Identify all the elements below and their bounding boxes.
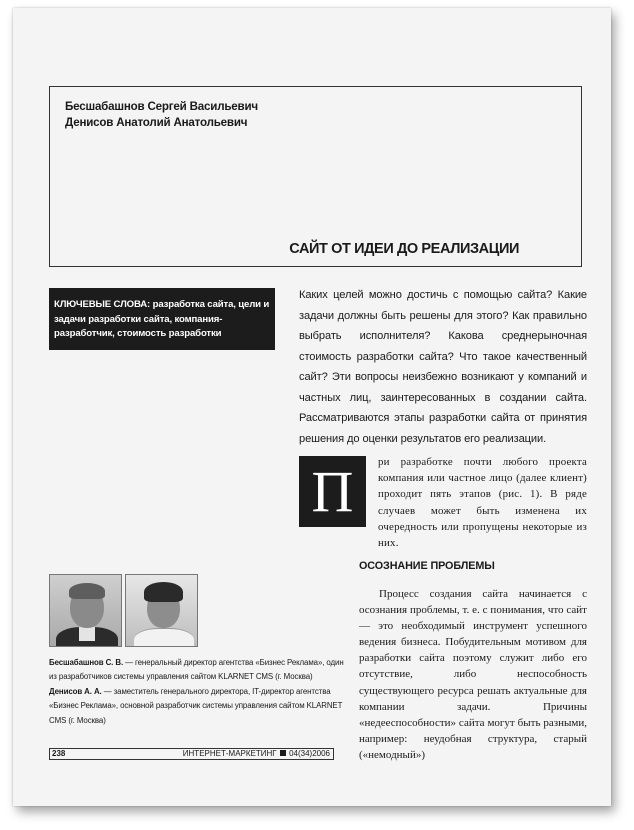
photo-figure-body bbox=[134, 628, 194, 647]
journal-name: ИНТЕРНЕТ-МАРКЕТИНГ bbox=[182, 749, 277, 758]
article-header-box bbox=[49, 86, 582, 267]
author-photo-besshabashnov bbox=[49, 574, 122, 647]
author-list bbox=[65, 99, 258, 131]
caption-text: — генеральный директор агентства «Бизнес Реклама», один из разработчиков системы управления сайтом KLARNET CMS (г. Москва) bbox=[49, 658, 344, 682]
article-abstract: Каких целей можно достичь с помощью сайта? Какие задачи должны быть решены для этого? Как правильно выбрать исполнителя? Какова среднерыночная стоимость разработки сайта? Что такое качественный сайт? Эти вопросы неизбежно возникают у компаний и частных лиц, заинтересованных в создании сайта. Рассматриваются этапы разработки сайта от принятия решения до оценки результатов его реализации. bbox=[299, 289, 587, 445]
page-number: 238 bbox=[52, 749, 66, 758]
journal-issue: 04(34)2006 bbox=[289, 749, 330, 758]
intro-paragraph: ри разработке почти любого проекта компания или частное лицо (далее клиент) проходит пять этапов (рис. 1). В ряде случаев может быть изменена их очередность или пропущены некоторые из них. bbox=[378, 456, 587, 550]
author-photo-denisov bbox=[125, 574, 198, 647]
article-title: САЙТ ОТ ИДЕИ ДО РЕАЛИЗАЦИИ bbox=[289, 241, 519, 257]
keywords-label: КЛЮЧЕВЫЕ СЛОВА: bbox=[54, 299, 151, 310]
caption-name: Денисов А. А. bbox=[49, 686, 102, 696]
author-name: Бесшабашнов Сергей Васильевич bbox=[65, 100, 258, 113]
section-body-text: Процесс создания сайта начинается с осознания проблемы, т. е. с понимания, что сайт — это необходимый инструмент успешного ведения бизнеса. Побудительным мотивом для разработки сайта поэтому служит либо его отсутствие, либо неспособность существующего ресурса решать актуальные для компании задачи. Причины «недееспособности» сайта могут быть разными, например: неудобная структура, старый («немодный») bbox=[359, 588, 587, 761]
keywords-text: разработка сайта, цели и задачи разработки сайта, компания-разработчик, стоимость разработки bbox=[54, 299, 270, 339]
photo-figure-hair bbox=[69, 583, 105, 599]
photo-figure-hair bbox=[144, 582, 183, 602]
journal-info bbox=[183, 749, 330, 759]
caption-text: — заместитель генерального директора, IT-директор агентства «Бизнес Реклама», основной разработчик системы управления сайтом KLARNET CMS (г. Москва) bbox=[49, 686, 343, 725]
author-caption bbox=[49, 656, 349, 685]
author-captions bbox=[49, 656, 349, 728]
keywords-box bbox=[49, 288, 275, 350]
square-bullet-icon bbox=[280, 750, 286, 756]
author-name: Денисов Анатолий Анатольевич bbox=[65, 116, 248, 129]
author-caption bbox=[49, 685, 349, 728]
journal-page bbox=[13, 8, 611, 806]
drop-cap: П bbox=[299, 456, 366, 527]
page-footer bbox=[49, 748, 334, 760]
section-heading: ОСОЗНАНИЕ ПРОБЛЕМЫ bbox=[359, 560, 495, 572]
caption-name: Бесшабашнов С. В. bbox=[49, 658, 124, 667]
photo-figure-collar bbox=[79, 627, 95, 641]
